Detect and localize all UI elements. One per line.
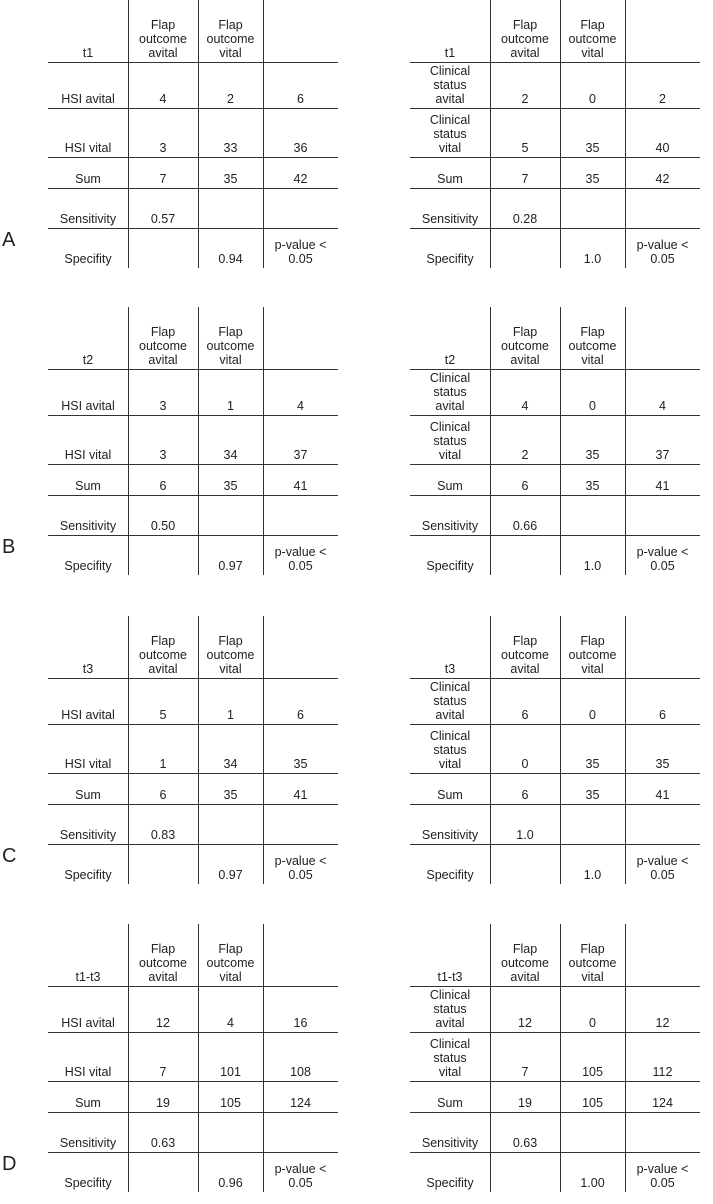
row-label-sum: Sum (75, 788, 101, 802)
sensitivity-value: 0.63 (150, 1136, 176, 1150)
sum-cell-total: 42 (655, 172, 670, 186)
p-value-note: p-value < 0.05 (636, 238, 689, 266)
sensitivity-value: 0.50 (150, 519, 176, 533)
sum-cell: 105 (220, 1096, 241, 1110)
panel-b (0, 307, 713, 587)
row-label-sum: Sum (437, 172, 463, 186)
table-cell: 0 (521, 757, 529, 771)
table-cell: 3 (159, 448, 167, 462)
table-cell: 5 (159, 708, 167, 722)
specificity-value: 1.00 (580, 1176, 605, 1190)
table-cell: 34 (223, 757, 238, 771)
contingency-table-right (410, 616, 700, 886)
sensitivity-value: 0.83 (150, 828, 176, 842)
table-cell: 105 (582, 1065, 603, 1079)
row-label-avital: Clinical status avital (429, 371, 471, 413)
sensitivity-value: 0.63 (512, 1136, 538, 1150)
column-header-avital: Flap outcome avital (501, 325, 549, 367)
row-label-avital: HSI avital (61, 1016, 115, 1030)
row-label-sensitivity: Sensitivity (421, 828, 479, 842)
table-cell: 2 (521, 92, 529, 106)
row-label-avital: Clinical status avital (429, 64, 471, 106)
table-cell: 3 (159, 141, 167, 155)
sum-cell: 35 (585, 788, 600, 802)
table-cell: 12 (156, 1016, 170, 1030)
row-label-sum: Sum (75, 1096, 101, 1110)
table-cell: 35 (585, 757, 600, 771)
table-cell: 3 (159, 399, 167, 413)
time-point-label: t1-t3 (437, 970, 463, 984)
column-header-avital: Flap outcome avital (501, 18, 549, 60)
table-cell: 35 (585, 141, 600, 155)
time-point-label: t2 (444, 353, 456, 367)
table-cell-total: 6 (297, 92, 304, 106)
sum-cell: 35 (223, 172, 238, 186)
column-header-vital: Flap outcome vital (568, 325, 617, 367)
sum-cell: 105 (582, 1096, 603, 1110)
row-label-sum: Sum (75, 479, 101, 493)
column-header-vital: Flap outcome vital (206, 942, 255, 984)
table-cell-total: 4 (297, 399, 304, 413)
row-label-vital: Clinical status vital (429, 729, 471, 771)
sensitivity-value: 0.57 (150, 212, 176, 226)
specificity-value: 1.0 (583, 868, 602, 882)
specificity-value: 0.97 (218, 868, 243, 882)
panel-letter: D (2, 1153, 17, 1175)
sum-cell: 35 (223, 788, 238, 802)
table-cell: 2 (227, 92, 234, 106)
panel-c (0, 616, 713, 896)
table-cell-total: 4 (659, 399, 666, 413)
table-cell: 12 (518, 1016, 532, 1030)
specificity-value: 1.0 (583, 252, 602, 266)
table-cell: 7 (521, 1065, 529, 1079)
table-cell: 33 (223, 141, 238, 155)
sensitivity-value: 0.66 (512, 519, 538, 533)
sum-cell-total: 124 (652, 1096, 673, 1110)
sum-cell-total: 124 (290, 1096, 311, 1110)
time-point-label: t2 (82, 353, 94, 367)
sum-cell-total: 41 (293, 479, 308, 493)
contingency-table-left (48, 0, 338, 270)
table-cell: 5 (521, 141, 529, 155)
specificity-value: 1.0 (583, 559, 602, 573)
panel-letter: B (2, 536, 16, 558)
table-cell: 0 (589, 92, 596, 106)
column-header-vital: Flap outcome vital (568, 942, 617, 984)
column-header-vital: Flap outcome vital (206, 325, 255, 367)
p-value-note: p-value < 0.05 (274, 854, 327, 882)
p-value-note: p-value < 0.05 (636, 1162, 689, 1190)
panel-letter: C (2, 845, 17, 867)
time-point-label: t1 (82, 46, 94, 60)
row-label-sensitivity: Sensitivity (59, 828, 117, 842)
row-label-vital: Clinical status vital (429, 1037, 471, 1079)
row-label-vital: HSI vital (64, 448, 112, 462)
row-label-avital: HSI avital (61, 92, 115, 106)
row-label-specificity: Specifity (64, 252, 112, 266)
p-value-note: p-value < 0.05 (274, 238, 327, 266)
table-cell: 101 (220, 1065, 241, 1079)
panel-d (0, 924, 713, 1204)
row-label-vital: HSI vital (64, 141, 112, 155)
table-cell: 0 (589, 708, 596, 722)
table-cell-total: 16 (293, 1016, 308, 1030)
table-cell: 6 (521, 708, 529, 722)
p-value-note: p-value < 0.05 (274, 545, 327, 573)
sum-cell-total: 41 (655, 788, 670, 802)
specificity-value: 0.97 (218, 559, 243, 573)
table-cell: 4 (521, 399, 529, 413)
row-label-vital: HSI vital (64, 757, 112, 771)
sum-cell-total: 41 (655, 479, 670, 493)
table-cell-total: 12 (655, 1016, 670, 1030)
table-cell: 4 (159, 92, 167, 106)
time-point-label: t3 (444, 662, 456, 676)
table-cell-total: 6 (659, 708, 666, 722)
sum-cell: 6 (159, 479, 167, 493)
row-label-sum: Sum (75, 172, 101, 186)
sensitivity-value: 1.0 (516, 828, 534, 842)
row-label-vital: Clinical status vital (429, 113, 471, 155)
sum-cell: 19 (156, 1096, 170, 1110)
row-label-sum: Sum (437, 788, 463, 802)
table-cell: 0 (589, 1016, 596, 1030)
column-header-vital: Flap outcome vital (568, 634, 617, 676)
table-cell: 35 (585, 448, 600, 462)
table-cell: 2 (521, 448, 529, 462)
p-value-note: p-value < 0.05 (636, 854, 689, 882)
sum-cell: 6 (521, 479, 529, 493)
contingency-table-left (48, 307, 338, 577)
sum-cell: 6 (159, 788, 167, 802)
row-label-specificity: Specifity (426, 868, 474, 882)
row-label-avital: HSI avital (61, 708, 115, 722)
table-cell: 1 (159, 757, 167, 771)
sum-cell: 35 (585, 172, 600, 186)
contingency-table-left (48, 616, 338, 886)
contingency-table-left (48, 924, 338, 1194)
row-label-specificity: Specifity (426, 559, 474, 573)
column-header-avital: Flap outcome avital (139, 634, 187, 676)
row-label-sensitivity: Sensitivity (421, 519, 479, 533)
row-label-specificity: Specifity (64, 559, 112, 573)
panel-letter: A (2, 229, 16, 251)
row-label-sum: Sum (437, 479, 463, 493)
row-label-specificity: Specifity (64, 868, 112, 882)
table-cell-total: 37 (293, 448, 308, 462)
sum-cell-total: 42 (293, 172, 308, 186)
row-label-vital: Clinical status vital (429, 420, 471, 462)
table-cell-total: 35 (293, 757, 308, 771)
row-label-vital: HSI vital (64, 1065, 112, 1079)
panel-a (0, 0, 713, 280)
sum-cell: 35 (223, 479, 238, 493)
sum-cell: 7 (521, 172, 529, 186)
column-header-avital: Flap outcome avital (139, 325, 187, 367)
time-point-label: t1 (444, 46, 456, 60)
table-cell-total: 35 (655, 757, 670, 771)
column-header-vital: Flap outcome vital (206, 18, 255, 60)
column-header-vital: Flap outcome vital (206, 634, 255, 676)
p-value-note: p-value < 0.05 (274, 1162, 327, 1190)
p-value-note: p-value < 0.05 (636, 545, 689, 573)
row-label-sensitivity: Sensitivity (421, 1136, 479, 1150)
row-label-avital: HSI avital (61, 399, 115, 413)
row-label-sensitivity: Sensitivity (59, 1136, 117, 1150)
row-label-sum: Sum (437, 1096, 463, 1110)
sensitivity-value: 0.28 (512, 212, 538, 226)
sum-cell: 6 (521, 788, 529, 802)
table-cell: 1 (227, 399, 234, 413)
contingency-table-right (410, 0, 700, 270)
time-point-label: t3 (82, 662, 94, 676)
table-cell: 34 (223, 448, 238, 462)
table-cell: 4 (227, 1016, 234, 1030)
column-header-avital: Flap outcome avital (139, 942, 187, 984)
row-label-specificity: Specifity (426, 1176, 474, 1190)
row-label-sensitivity: Sensitivity (59, 212, 117, 226)
row-label-avital: Clinical status avital (429, 680, 471, 722)
time-point-label: t1-t3 (75, 970, 101, 984)
table-cell-total: 36 (293, 141, 308, 155)
contingency-table-right (410, 924, 700, 1194)
table-cell-total: 2 (659, 92, 666, 106)
contingency-table-right (410, 307, 700, 577)
sum-cell: 19 (518, 1096, 532, 1110)
row-label-specificity: Specifity (426, 252, 474, 266)
table-cell: 0 (589, 399, 596, 413)
table-cell-total: 40 (655, 141, 670, 155)
specificity-value: 0.96 (218, 1176, 243, 1190)
column-header-avital: Flap outcome avital (501, 942, 549, 984)
table-cell-total: 112 (652, 1065, 673, 1079)
sum-cell: 35 (585, 479, 600, 493)
sum-cell: 7 (159, 172, 167, 186)
table-cell-total: 108 (290, 1065, 311, 1079)
row-label-sensitivity: Sensitivity (421, 212, 479, 226)
column-header-avital: Flap outcome avital (139, 18, 187, 60)
column-header-vital: Flap outcome vital (568, 18, 617, 60)
sum-cell-total: 41 (293, 788, 308, 802)
table-cell: 7 (159, 1065, 167, 1079)
specificity-value: 0.94 (218, 252, 243, 266)
row-label-avital: Clinical status avital (429, 988, 471, 1030)
row-label-sensitivity: Sensitivity (59, 519, 117, 533)
row-label-specificity: Specifity (64, 1176, 112, 1190)
table-cell-total: 37 (655, 448, 670, 462)
table-cell: 1 (227, 708, 234, 722)
column-header-avital: Flap outcome avital (501, 634, 549, 676)
table-cell-total: 6 (297, 708, 304, 722)
